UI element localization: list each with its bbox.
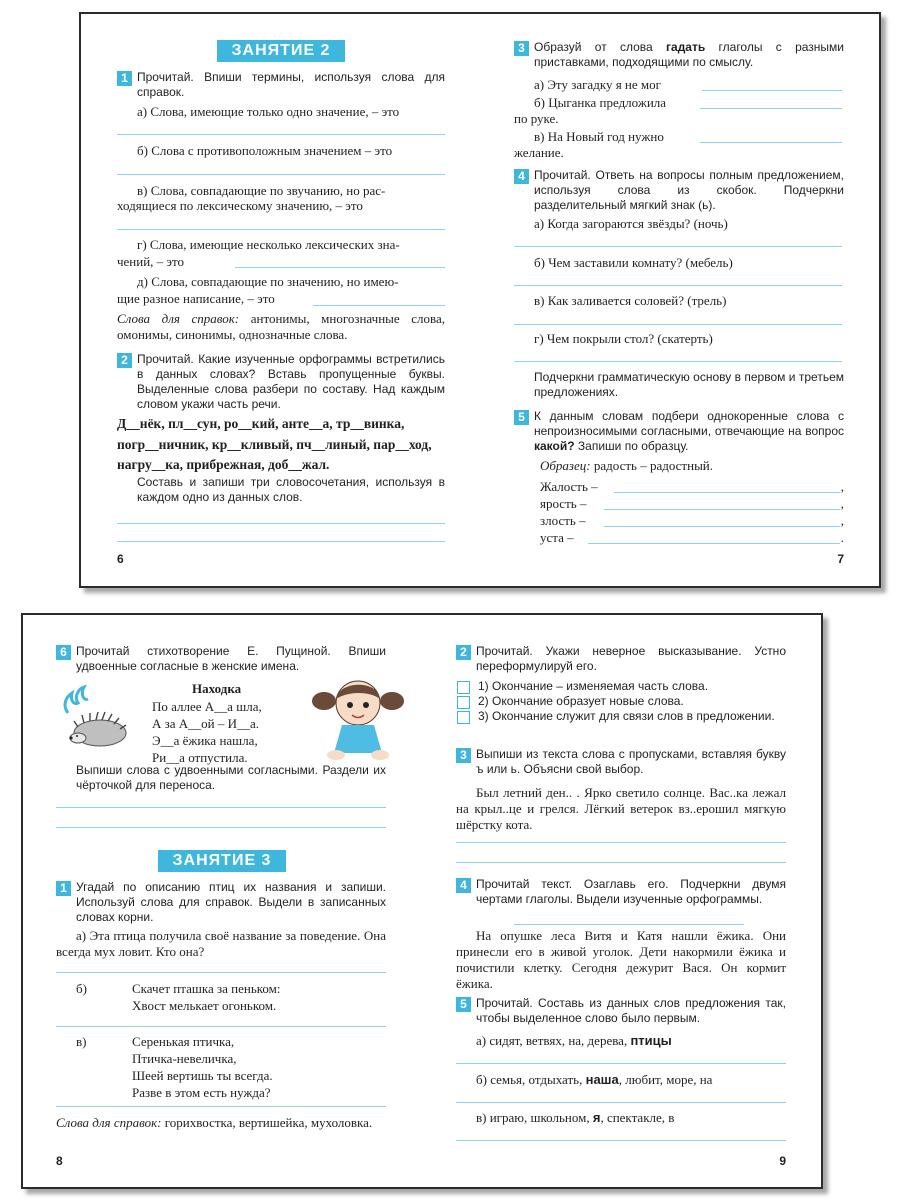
word-set-a: а) сидят, ветвях, на, дерева, птицы [476,1033,672,1048]
riddle-line: Шеей вертишь ты всегда. [132,1068,273,1083]
word-list-line: Д__нёк, пл__сун, ро__кий, анте__а, тр__винка, [117,416,405,431]
poem-line: Ри__а отпустила. [152,750,248,765]
task-instruction: Выпиши из текста слова с пропусками, вставляя букву ъ или ь. Объясни свой выбор. [476,747,786,776]
girl-illustration [312,673,404,763]
riddle-line: Хвост мелькает огоньком. [132,998,277,1013]
answer-line[interactable] [117,229,445,230]
answer-line[interactable] [604,526,840,527]
task-instruction: Прочитай. Впиши термины, используя слова для справок. [137,70,445,99]
page-number: 9 [779,1154,786,1168]
riddle-b-label: б) [76,981,87,996]
task-instruction: Образуй от слова гадать глаголы с разными приставками, подходящими по смыслу. [534,40,844,69]
answer-line[interactable] [313,305,445,306]
task-item-v: в) На Новый год нужно [534,129,664,144]
question-b: б) Чем заставили комнату? (мебель) [534,255,733,270]
answer-line[interactable] [117,541,445,542]
answer-line[interactable] [456,1102,786,1103]
answer-line[interactable] [456,1140,786,1141]
title-line[interactable] [514,924,744,925]
answer-line[interactable] [456,1063,786,1064]
task-instruction: Прочитай текст. Озаглавь его. Подчеркни двумя чертами глаголы. Выдели изученные орфограммы. [476,877,786,906]
answer-checkbox[interactable] [457,681,470,694]
task-instruction: Прочитай стихотворение Е. Пущиной. Впиши удвоенные согласные в женские имена. [76,644,386,673]
task-item-d-line2: щие разное написание, – это [117,291,275,306]
word-item: ярость – [540,496,587,511]
answer-line[interactable] [514,361,842,362]
riddle-line: Скачет пташка за пеньком: [132,981,281,996]
task-item-v-cont: желание. [514,145,564,160]
answer-line[interactable] [56,807,386,808]
task-number-badge: 5 [514,410,529,425]
page-number: 8 [56,1154,63,1168]
riddle-line: Серенькая птичка, [132,1034,235,1049]
answer-line[interactable] [56,1106,386,1107]
task-item-a: а) Слова, имеющие только одно значение, – это [137,104,400,119]
text-passage: На опушке леса Витя и Катя нашли ёжика. Они принесли его в живой уголок. Дети накормили ёжика и почистили клетку. Сегодня дежурит Вася. Он кормит ёжика. [456,928,786,991]
task-item-b: б) Цыганка предложила [534,95,667,110]
page-number: 6 [117,552,124,566]
task-item-v-line2: ходящиеся по лексическому значению, – это [117,198,363,213]
task-number-badge: 6 [56,645,71,660]
task-instruction: Прочитай. Какие изученные орфограммы встретились в данных словах? Вставь пропущенные буквы. Выделенные слова разбери по составу. Над каждым словом укажи часть речи. [137,352,445,411]
option-text: 3) Окончание служит для связи слов в предложении. [478,709,775,723]
task-instruction: К данным словам подбери однокоренные слова с непроизносимыми согласными, отвечающие на вопрос какой? Запиши по образцу. [534,409,844,453]
task-number-badge: 4 [514,169,529,184]
answer-line[interactable] [604,509,840,510]
task-item-d-line1: д) Слова, совпадающие по значению, но имею- [137,274,399,289]
sample: Образец: радость – радостный. [540,458,714,473]
answer-line[interactable] [514,285,842,286]
answer-line[interactable] [117,174,445,175]
text-passage: Был летний ден.. . Ярко светило солнце. Вас..ка лежал на крыл..це и грелся. Лёгкий ветерок вз..ерошил мягкую шёрстку кота. [456,785,786,832]
option-text: 1) Окончание – изменяемая часть слова. [478,679,709,693]
answer-line[interactable] [700,108,842,109]
answer-line[interactable] [702,90,842,91]
reference-words: Слова для справок: горихвостка, вертишейка, мухоловка. [56,1115,373,1130]
poem-line: А за А__ой – И__а. [152,716,260,731]
task-number-badge: 5 [456,997,471,1012]
task-number-badge: 3 [456,748,471,763]
answer-line[interactable] [514,246,842,247]
book-spread-top [79,12,881,588]
task-instruction: Угадай по описанию птиц их названия и запиши. Используй слова для справок. Выдели в записанных словах корни. [76,880,386,924]
question-a: а) Когда загораются звёзды? (ночь) [534,216,728,231]
task-number-badge: 3 [514,41,529,56]
hedgehog-illustration [60,683,136,753]
question-v: в) Как заливается соловей? (трель) [534,293,727,308]
comma: , [840,479,844,494]
riddle-line: Разве в этом есть нужда? [132,1085,271,1100]
task-item-b: б) Слова с противоположным значением – это [137,143,393,158]
word-item: уста – [540,530,574,545]
task-number-badge: 1 [117,71,132,86]
lesson-title: ЗАНЯТИЕ 3 [158,850,286,872]
answer-line[interactable] [56,972,386,973]
task-number-badge: 2 [117,353,132,368]
word-list-line: погр__ничник, кр__кливый, пч__линый, пар__ход, [117,437,432,452]
word-item: Жалость – [540,479,598,494]
option-text: 2) Окончание образует новые слова. [478,694,684,708]
answer-line[interactable] [456,842,786,843]
reference-words: Слова для справок: антонимы, многозначные слова, омонимы, синонимы, однозначные слова. [117,311,446,342]
word-item: злость – [540,513,586,528]
answer-line[interactable] [117,134,445,135]
word-list-line: нагру__ка, прибрежная, доб__жал. [117,457,330,472]
comma: , [840,513,844,528]
task-item-v-line1: в) Слова, совпадающие по звучанию, но рас- [137,183,386,198]
lesson-title: ЗАНЯТИЕ 2 [217,40,345,62]
word-set-b: б) семья, отдыхать, наша, любит, море, на [476,1072,713,1087]
task-number-badge: 2 [456,645,471,660]
answer-checkbox[interactable] [457,696,470,709]
task-instruction-continued: Составь и запиши три словосочетания, используя в каждом одно из данных слов. [137,475,445,504]
task-instruction-continued: Подчеркни грамматическую основу в первом и третьем предложениях. [534,370,844,399]
answer-line[interactable] [56,1026,386,1027]
answer-line[interactable] [514,324,842,325]
poem-title: Находка [192,681,242,696]
riddle-v-label: в) [76,1034,87,1049]
answer-line[interactable] [614,492,840,493]
answer-line[interactable] [235,267,445,268]
task-item-a: а) Эту загадку я не мог [534,77,661,92]
answer-checkbox[interactable] [457,711,470,724]
task-item-b-cont: по руке. [514,111,559,126]
page-number: 7 [837,552,844,566]
task-instruction: Прочитай. Ответь на вопросы полным предложением, используя слова из скобок. Подчеркни разделительный мягкий знак (ь). [534,168,844,212]
poem-line: По аллее А__а шла, [152,699,262,714]
task-item-g-line2: чений, – это [117,254,185,269]
question-g: г) Чем покрыли стол? (скатерть) [534,331,713,346]
comma: , [840,496,844,511]
word-set-v: в) играю, школьном, я, спектакле, в [476,1110,675,1125]
period: . [840,530,844,545]
riddle-line: Птичка-невеличка, [132,1051,237,1066]
answer-line[interactable] [588,543,840,544]
answer-line[interactable] [117,523,445,524]
task-number-badge: 4 [456,878,471,893]
task-instruction: Прочитай. Составь из данных слов предложения так, чтобы выделенное слово было первым. [476,996,786,1025]
task-item-g-line1: г) Слова, имеющие несколько лексических зна- [137,237,400,252]
task-instruction: Прочитай. Укажи неверное высказывание. Устно переформулируй его. [476,644,786,673]
riddle-a: а) Эта птица получила своё название за поведение. Она всегда мух ловит. Кто она? [56,928,386,959]
poem-line: Э__а ёжика нашла, [152,733,258,748]
book-spread-bottom [21,613,823,1189]
answer-line[interactable] [700,142,842,143]
task-number-badge: 1 [56,881,71,896]
answer-line[interactable] [56,827,386,828]
answer-line[interactable] [456,862,786,863]
task-instruction-continued: Выпиши слова с удвоенными согласными. Раздели их чёрточкой для переноса. [76,763,386,792]
